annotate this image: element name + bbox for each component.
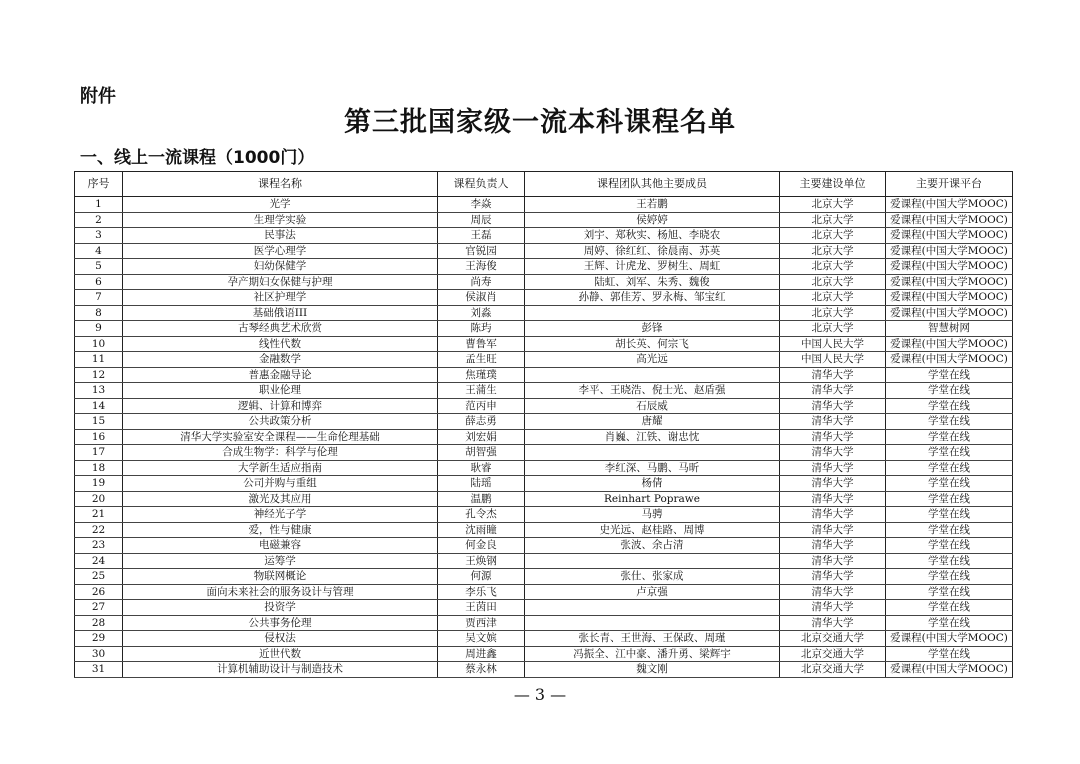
cell-index: 14 [75, 398, 123, 414]
cell-leader: 王磊 [438, 228, 525, 244]
cell-index: 9 [75, 321, 123, 337]
cell-platform: 学堂在线 [886, 398, 1013, 414]
cell-leader: 尚寿 [438, 274, 525, 290]
cell-index: 25 [75, 569, 123, 585]
cell-course-name: 线性代数 [123, 336, 438, 352]
cell-leader: 李乐飞 [438, 584, 525, 600]
page-number: — 3 — [513, 685, 567, 704]
cell-course-name: 公司并购与重组 [123, 476, 438, 492]
cell-course-name: 公共事务伦理 [123, 615, 438, 631]
cell-course-name: 社区护理学 [123, 290, 438, 306]
table-row [75, 352, 1013, 368]
cell-platform: 学堂在线 [886, 553, 1013, 569]
cell-institution: 清华大学 [780, 600, 886, 616]
cell-leader: 孔令杰 [438, 507, 525, 523]
cell-team-members: 石辰威 [525, 398, 780, 414]
cell-index: 29 [75, 631, 123, 647]
table-row [75, 414, 1013, 430]
table-row [75, 197, 1013, 213]
cell-institution: 北京大学 [780, 212, 886, 228]
cell-index: 16 [75, 429, 123, 445]
cell-course-name: 基础俄语III [123, 305, 438, 321]
table-row [75, 259, 1013, 275]
table-row [75, 538, 1013, 554]
cell-platform: 爱课程(中国大学MOOC) [886, 290, 1013, 306]
cell-index: 4 [75, 243, 123, 259]
cell-institution: 清华大学 [780, 383, 886, 399]
cell-team-members: 王若鹏 [525, 197, 780, 213]
cell-team-members: 卢京强 [525, 584, 780, 600]
cell-team-members: 王辉、计虎龙、罗树生、周虹 [525, 259, 780, 275]
cell-institution: 清华大学 [780, 414, 886, 430]
cell-leader: 周进鑫 [438, 646, 525, 662]
cell-team-members: 魏文刚 [525, 662, 780, 678]
cell-course-name: 神经光子学 [123, 507, 438, 523]
table-row [75, 460, 1013, 476]
cell-institution: 清华大学 [780, 429, 886, 445]
cell-course-name: 职业伦理 [123, 383, 438, 399]
cell-course-name: 民事法 [123, 228, 438, 244]
cell-team-members: 杨倩 [525, 476, 780, 492]
cell-institution: 北京交通大学 [780, 662, 886, 678]
table-row [75, 600, 1013, 616]
cell-course-name: 计算机辅助设计与制造技术 [123, 662, 438, 678]
col-header-team-members: 课程团队其他主要成员 [525, 172, 780, 197]
cell-team-members: 侯婷婷 [525, 212, 780, 228]
cell-platform: 爱课程(中国大学MOOC) [886, 274, 1013, 290]
table-header [75, 172, 1013, 197]
cell-institution: 北京交通大学 [780, 631, 886, 647]
cell-team-members: 彭锋 [525, 321, 780, 337]
cell-institution: 中国人民大学 [780, 336, 886, 352]
cell-platform: 学堂在线 [886, 569, 1013, 585]
cell-platform: 爱课程(中国大学MOOC) [886, 243, 1013, 259]
cell-index: 6 [75, 274, 123, 290]
table-row [75, 553, 1013, 569]
header-row [75, 172, 1013, 197]
cell-team-members: 张长青、王世海、王保政、周瑾 [525, 631, 780, 647]
cell-platform: 学堂在线 [886, 615, 1013, 631]
cell-platform: 爱课程(中国大学MOOC) [886, 305, 1013, 321]
cell-team-members: 史光远、赵桂路、周博 [525, 522, 780, 538]
cell-index: 5 [75, 259, 123, 275]
cell-team-members: 唐耀 [525, 414, 780, 430]
col-header-institution: 主要建设单位 [780, 172, 886, 197]
table-row [75, 305, 1013, 321]
cell-team-members: 周婷、徐红红、徐晨南、苏英 [525, 243, 780, 259]
cell-index: 12 [75, 367, 123, 383]
table-body [75, 197, 1013, 678]
cell-leader: 蔡永林 [438, 662, 525, 678]
cell-institution: 北京大学 [780, 321, 886, 337]
cell-leader: 陆瑶 [438, 476, 525, 492]
cell-platform: 学堂在线 [886, 445, 1013, 461]
table-row [75, 398, 1013, 414]
cell-leader: 焦瑾璞 [438, 367, 525, 383]
cell-institution: 北京大学 [780, 274, 886, 290]
cell-team-members: 冯振全、江中豪、潘升勇、梁辉宇 [525, 646, 780, 662]
table-row [75, 662, 1013, 678]
cell-course-name: 合成生物学：科学与伦理 [123, 445, 438, 461]
cell-index: 26 [75, 584, 123, 600]
table-row [75, 615, 1013, 631]
cell-leader: 王焕钢 [438, 553, 525, 569]
cell-leader: 吴文嫔 [438, 631, 525, 647]
cell-course-name: 普惠金融导论 [123, 367, 438, 383]
cell-course-name: 逻辑、计算和博弈 [123, 398, 438, 414]
col-header-leader: 课程负责人 [438, 172, 525, 197]
cell-platform: 学堂在线 [886, 476, 1013, 492]
cell-leader: 陈玙 [438, 321, 525, 337]
cell-index: 8 [75, 305, 123, 321]
table-row [75, 646, 1013, 662]
cell-index: 1 [75, 197, 123, 213]
cell-index: 23 [75, 538, 123, 554]
cell-institution: 清华大学 [780, 615, 886, 631]
cell-course-name: 公共政策分析 [123, 414, 438, 430]
cell-team-members: 张波、余占清 [525, 538, 780, 554]
cell-course-name: 电磁兼容 [123, 538, 438, 554]
cell-course-name: 古琴经典艺术欣赏 [123, 321, 438, 337]
cell-team-members [525, 553, 780, 569]
cell-team-members [525, 445, 780, 461]
cell-course-name: 投资学 [123, 600, 438, 616]
table-row [75, 491, 1013, 507]
cell-platform: 爱课程(中国大学MOOC) [886, 197, 1013, 213]
cell-institution: 清华大学 [780, 476, 886, 492]
cell-course-name: 运筹学 [123, 553, 438, 569]
table-row [75, 445, 1013, 461]
cell-index: 3 [75, 228, 123, 244]
cell-index: 7 [75, 290, 123, 306]
cell-leader: 周辰 [438, 212, 525, 228]
cell-team-members: 肖巍、江铁、谢忠忱 [525, 429, 780, 445]
cell-index: 21 [75, 507, 123, 523]
table-row [75, 290, 1013, 306]
cell-index: 31 [75, 662, 123, 678]
table-row [75, 631, 1013, 647]
cell-index: 18 [75, 460, 123, 476]
cell-team-members [525, 305, 780, 321]
cell-leader: 温鹏 [438, 491, 525, 507]
cell-institution: 清华大学 [780, 584, 886, 600]
cell-course-name: 光学 [123, 197, 438, 213]
cell-platform: 智慧树网 [886, 321, 1013, 337]
cell-leader: 官锐园 [438, 243, 525, 259]
cell-team-members: 李平、王晓浩、倪士光、赵盾强 [525, 383, 780, 399]
cell-index: 27 [75, 600, 123, 616]
cell-team-members: 高光远 [525, 352, 780, 368]
cell-platform: 学堂在线 [886, 460, 1013, 476]
cell-platform: 学堂在线 [886, 584, 1013, 600]
cell-course-name: 激光及其应用 [123, 491, 438, 507]
cell-platform: 爱课程(中国大学MOOC) [886, 662, 1013, 678]
cell-leader: 耿睿 [438, 460, 525, 476]
cell-course-name: 爱，性与健康 [123, 522, 438, 538]
cell-course-name: 面向未来社会的服务设计与管理 [123, 584, 438, 600]
cell-leader: 范丙申 [438, 398, 525, 414]
section-title: 一、线上一流课程（1000门） [80, 148, 315, 168]
table-row [75, 507, 1013, 523]
cell-institution: 北京大学 [780, 259, 886, 275]
cell-index: 22 [75, 522, 123, 538]
cell-leader: 胡智强 [438, 445, 525, 461]
table-row [75, 274, 1013, 290]
cell-team-members: 马骋 [525, 507, 780, 523]
cell-index: 13 [75, 383, 123, 399]
cell-institution: 北京交通大学 [780, 646, 886, 662]
cell-institution: 清华大学 [780, 569, 886, 585]
cell-leader: 王茵田 [438, 600, 525, 616]
cell-platform: 学堂在线 [886, 414, 1013, 430]
cell-institution: 北京大学 [780, 305, 886, 321]
cell-course-name: 孕产期妇女保健与护理 [123, 274, 438, 290]
cell-platform: 爱课程(中国大学MOOC) [886, 228, 1013, 244]
cell-leader: 王蒲生 [438, 383, 525, 399]
attachment-label: 附件 [80, 86, 116, 107]
page-title: 第三批国家级一流本科课程名单 [344, 107, 736, 138]
cell-leader: 何源 [438, 569, 525, 585]
cell-team-members: Reinhart Poprawe [525, 491, 780, 507]
cell-team-members: 陆虹、刘军、朱秀、魏俊 [525, 274, 780, 290]
cell-index: 11 [75, 352, 123, 368]
cell-platform: 学堂在线 [886, 522, 1013, 538]
cell-team-members: 张仕、张家成 [525, 569, 780, 585]
table-row [75, 228, 1013, 244]
cell-platform: 学堂在线 [886, 538, 1013, 554]
cell-index: 20 [75, 491, 123, 507]
cell-index: 19 [75, 476, 123, 492]
cell-team-members [525, 615, 780, 631]
table-row [75, 522, 1013, 538]
cell-leader: 曹鲁军 [438, 336, 525, 352]
cell-institution: 清华大学 [780, 538, 886, 554]
cell-leader: 刘淼 [438, 305, 525, 321]
cell-course-name: 大学新生适应指南 [123, 460, 438, 476]
cell-institution: 清华大学 [780, 445, 886, 461]
table-row [75, 321, 1013, 337]
cell-index: 2 [75, 212, 123, 228]
col-header-course-name: 课程名称 [123, 172, 438, 197]
cell-leader: 贾西津 [438, 615, 525, 631]
table-row [75, 336, 1013, 352]
cell-index: 15 [75, 414, 123, 430]
table-row [75, 367, 1013, 383]
cell-institution: 中国人民大学 [780, 352, 886, 368]
cell-institution: 清华大学 [780, 507, 886, 523]
table-row [75, 429, 1013, 445]
cell-team-members: 孙静、郭佳芳、罗永梅、邹宝红 [525, 290, 780, 306]
cell-course-name: 金融数学 [123, 352, 438, 368]
cell-index: 28 [75, 615, 123, 631]
table-row [75, 569, 1013, 585]
cell-course-name: 侵权法 [123, 631, 438, 647]
cell-team-members: 刘宇、郑秋实、杨旭、李晓农 [525, 228, 780, 244]
table-row [75, 584, 1013, 600]
cell-leader: 刘宏娟 [438, 429, 525, 445]
cell-leader: 何金良 [438, 538, 525, 554]
cell-institution: 北京大学 [780, 197, 886, 213]
cell-institution: 北京大学 [780, 243, 886, 259]
cell-platform: 学堂在线 [886, 383, 1013, 399]
cell-institution: 清华大学 [780, 460, 886, 476]
cell-platform: 爱课程(中国大学MOOC) [886, 259, 1013, 275]
cell-platform: 学堂在线 [886, 429, 1013, 445]
cell-course-name: 妇幼保健学 [123, 259, 438, 275]
table-row [75, 476, 1013, 492]
cell-team-members: 胡长英、何宗飞 [525, 336, 780, 352]
cell-institution: 清华大学 [780, 522, 886, 538]
cell-leader: 孟生旺 [438, 352, 525, 368]
cell-course-name: 医学心理学 [123, 243, 438, 259]
cell-platform: 学堂在线 [886, 367, 1013, 383]
cell-course-name: 清华大学实验室安全课程——生命伦理基础 [123, 429, 438, 445]
cell-team-members: 李红深、马鹏、马昕 [525, 460, 780, 476]
cell-platform: 爱课程(中国大学MOOC) [886, 631, 1013, 647]
table-row [75, 383, 1013, 399]
cell-institution: 清华大学 [780, 553, 886, 569]
cell-team-members [525, 600, 780, 616]
cell-course-name: 近世代数 [123, 646, 438, 662]
cell-platform: 学堂在线 [886, 600, 1013, 616]
col-header-index: 序号 [75, 172, 123, 197]
cell-platform: 爱课程(中国大学MOOC) [886, 212, 1013, 228]
cell-index: 24 [75, 553, 123, 569]
cell-leader: 沈雨瞳 [438, 522, 525, 538]
cell-institution: 清华大学 [780, 398, 886, 414]
cell-platform: 学堂在线 [886, 491, 1013, 507]
cell-platform: 爱课程(中国大学MOOC) [886, 352, 1013, 368]
table-row [75, 212, 1013, 228]
cell-institution: 北京大学 [780, 228, 886, 244]
cell-leader: 侯淑肖 [438, 290, 525, 306]
course-table [74, 171, 1013, 678]
cell-index: 30 [75, 646, 123, 662]
cell-institution: 北京大学 [780, 290, 886, 306]
cell-leader: 李焱 [438, 197, 525, 213]
cell-index: 17 [75, 445, 123, 461]
table-row [75, 243, 1013, 259]
cell-platform: 爱课程(中国大学MOOC) [886, 336, 1013, 352]
cell-institution: 清华大学 [780, 491, 886, 507]
cell-leader: 王海俊 [438, 259, 525, 275]
cell-team-members [525, 367, 780, 383]
cell-course-name: 生理学实验 [123, 212, 438, 228]
cell-course-name: 物联网概论 [123, 569, 438, 585]
col-header-platform: 主要开课平台 [886, 172, 1013, 197]
cell-institution: 清华大学 [780, 367, 886, 383]
cell-leader: 薛志勇 [438, 414, 525, 430]
cell-platform: 学堂在线 [886, 646, 1013, 662]
cell-platform: 学堂在线 [886, 507, 1013, 523]
cell-index: 10 [75, 336, 123, 352]
